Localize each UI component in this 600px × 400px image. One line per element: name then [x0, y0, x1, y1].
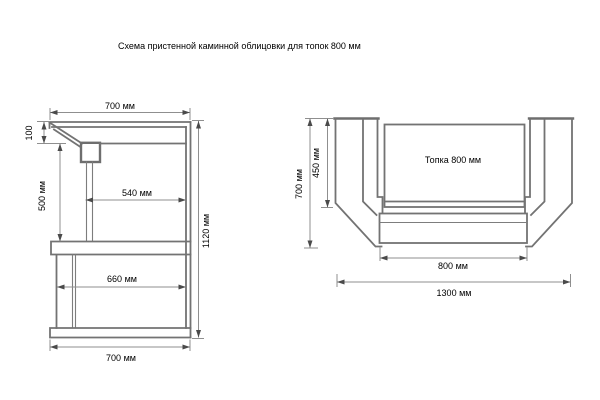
diagram-title: Схема пристенной каминной облицовки для топок 800 мм	[118, 41, 361, 51]
dim-label: 1120 мм	[201, 213, 211, 249]
dim-label: 500 мм	[37, 181, 47, 211]
dim-firebox-depth	[311, 119, 333, 208]
dim-label: 100	[24, 125, 34, 141]
dim-total-width	[337, 274, 571, 298]
pillar-outer-contour	[526, 119, 572, 247]
dim-label: 660 мм	[107, 274, 137, 284]
left-pillar	[335, 119, 383, 247]
dim-label: 700 мм	[294, 169, 304, 199]
column-capital	[81, 143, 100, 162]
dim-bottom-width	[50, 340, 190, 364]
dim-label: 700 мм	[106, 353, 136, 363]
dim-label: 700 мм	[105, 101, 135, 111]
hood-top-panel	[50, 122, 191, 128]
mantel-shelf	[51, 242, 191, 255]
dim-opening-height	[37, 144, 60, 242]
firebox	[385, 125, 525, 208]
extension-line	[304, 119, 334, 249]
back-wall-band	[186, 122, 191, 338]
dim-total-height	[192, 121, 211, 339]
firebox-outline	[385, 125, 525, 208]
hearth-outline	[380, 214, 528, 244]
column	[87, 162, 93, 242]
pillar-inner-contour	[363, 120, 377, 215]
dim-base-opening-width	[57, 274, 186, 287]
right-pillar	[525, 119, 573, 247]
hearth	[380, 214, 528, 244]
pillar-inner-contour	[531, 120, 545, 215]
extension-line	[337, 274, 571, 287]
firebox-label: Топка 800 мм	[424, 155, 482, 165]
extension-line	[50, 340, 190, 352]
dim-label: 450 мм	[311, 148, 321, 178]
pillar-firebox-edge	[525, 120, 530, 213]
pillar-outer-contour	[336, 119, 382, 247]
extension-line	[380, 248, 527, 262]
pedestal-wall-inner	[73, 255, 76, 328]
pillar-firebox-edge	[378, 120, 383, 213]
dim-opening-width	[86, 188, 187, 200]
dim-label: 540 мм	[122, 188, 152, 198]
base-slab	[50, 328, 191, 338]
dim-label: 800 мм	[438, 261, 468, 271]
plan-view-drawing	[294, 119, 573, 299]
dim-label: 1300 мм	[436, 288, 472, 298]
dim-top-width	[50, 101, 190, 120]
side-view-drawing	[24, 101, 211, 363]
dim-firebox-width	[380, 248, 527, 272]
